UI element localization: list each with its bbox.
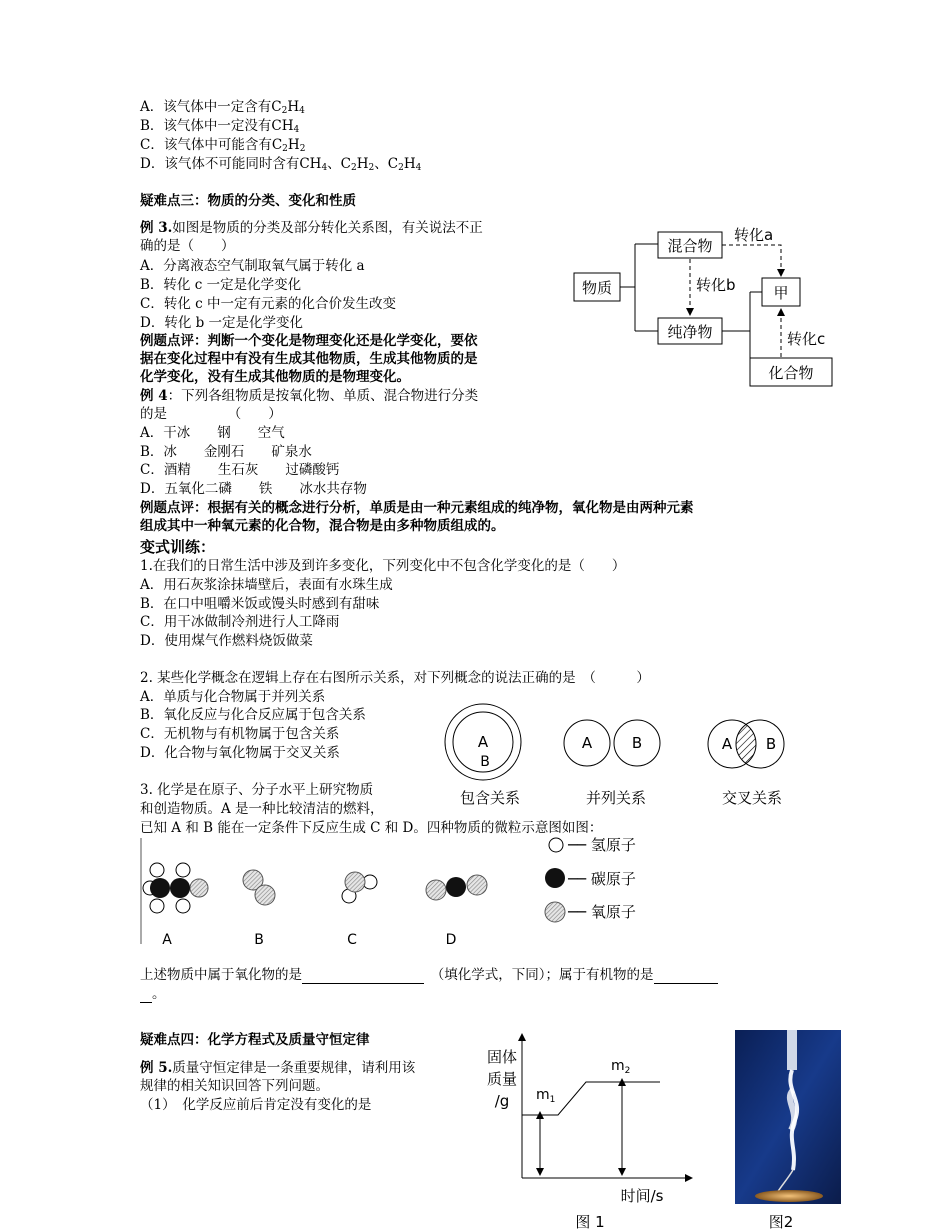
box-pure-label: 纯净物: [667, 323, 713, 341]
figure2-caption: 图2: [768, 1213, 794, 1230]
q3-line3: 已知 A 和 B 能在一定条件下反应生成 C 和 D。四种物质的微粒示意图如图：: [140, 820, 603, 836]
ex3-option-a: A．分离液态空气制取氧气属于转化 a: [140, 258, 365, 274]
q1-option-d: D．使用煤气作燃料烧饭做菜: [140, 633, 313, 649]
box-mixture-label: 混合物: [667, 237, 713, 255]
venn-parallel-label: 并列关系: [585, 789, 647, 807]
practice-title: 变式训练：: [140, 538, 216, 556]
comment3-line2: 据在变化过程中有没有生成其他物质，生成其他物质的是: [140, 351, 478, 367]
q1-option-c: C．用干冰做制冷剂进行人工降雨: [140, 614, 340, 630]
graph-xlabel: 时间/s: [620, 1187, 664, 1205]
legend-oxygen-icon: [545, 902, 565, 922]
legend-hydrogen: ── 氢原子: [568, 836, 636, 854]
ex4-option-c: C．酒精 生石灰 过磷酸钙: [140, 462, 340, 478]
venn-contain-b: B: [480, 754, 490, 770]
q2-option-a: A．单质与化合物属于并列关系: [140, 689, 326, 705]
legend-hydrogen-icon: [549, 838, 563, 852]
conv-c-label: 转化c: [787, 330, 826, 348]
q3-answer-end: 。: [140, 985, 166, 1003]
q3-answer: 上述物质中属于氧化物的是 （填化学式，下同）；属于有机物的是: [140, 966, 718, 984]
ex5-stem: 例 5.质量守恒定律是一条重要规律，请利用该: [140, 1060, 416, 1076]
graph-ylabel-3: /g: [494, 1092, 510, 1110]
venn-contain-label: 包含关系: [459, 789, 521, 807]
molecule-a: [143, 863, 208, 913]
ex4-stem-2: 的是 （ ）: [140, 406, 282, 422]
legend-carbon: ── 碳原子: [568, 870, 636, 888]
prev-option-c: C．该气体中可能含有$C_2H_2$: [140, 137, 306, 154]
ex3-option-b: B．转化 c 一定是化学变化: [140, 277, 302, 293]
ex4-option-b: B．冰 金刚石 矿泉水: [140, 444, 312, 460]
molecule-diagram: [140, 836, 670, 948]
section4-title: 疑难点四：化学方程式及质量守恒定律: [140, 1032, 370, 1048]
molecule-label-d: D: [445, 932, 457, 948]
ex4-stem: 例 4：下列各组物质是按氧化物、单质、混合物进行分类: [140, 388, 479, 404]
q3-line1: 3. 化学是在原子、分子水平上研究物质: [140, 782, 374, 798]
venn-diagrams: [440, 700, 800, 815]
venn-parallel-a-label: A: [581, 734, 593, 752]
molecule-label-c: C: [347, 932, 357, 948]
graph-m1: $m_1$: [536, 1087, 556, 1105]
molecule-label-b: B: [254, 932, 264, 948]
comment4-line2: 组成其中一种氧元素的化合物，混合物是由多种物质组成的。: [140, 518, 505, 534]
q2-option-d: D．化合物与氧化物属于交叉关系: [140, 745, 340, 761]
classification-diagram: [570, 220, 840, 390]
graph-m2: $m_2$: [611, 1058, 631, 1076]
venn-parallel-b-label: B: [631, 734, 643, 752]
molecule-b: [243, 870, 275, 905]
ex5-stem-2: 规律的相关知识回答下列问题。: [140, 1078, 329, 1094]
venn-cross-a-label: A: [721, 735, 733, 753]
box-jia-label: 甲: [773, 284, 789, 302]
prev-option-a: A．该气体中一定含有$C_2H_4$: [140, 99, 305, 116]
mass-time-graph: [480, 1030, 695, 1230]
ex3-stem-2: 确的是（ ）: [140, 238, 235, 254]
graph-ylabel-2: 质量: [486, 1070, 518, 1088]
molecule-d: [426, 875, 487, 900]
q1-option-b: B．在口中咀嚼米饭或馒头时感到有甜味: [140, 596, 380, 612]
comment3-line3: 化学变化，没有生成其他物质的是物理变化。: [140, 369, 410, 385]
ex5-q1: （1） 化学反应前后肯定没有变化的是: [140, 1097, 372, 1113]
figure2-photo: [735, 1030, 845, 1230]
ex3-stem: 例 3.如图是物质的分类及部分转化关系图，有关说法不正: [140, 220, 483, 236]
section3-title: 疑难点三：物质的分类、变化和性质: [140, 193, 356, 209]
box-substance-label: 物质: [581, 279, 613, 297]
prev-option-d: D．该气体不可能同时含有$CH_4$、$C_2H_2$、$C_2H_4$: [140, 156, 422, 173]
ex4-option-a: A．干冰 钢 空气: [140, 425, 285, 441]
comment3-line1: 例题点评：判断一个变化是物理变化还是化学变化，要依: [140, 333, 478, 349]
q2-option-c: C．无机物与有机物属于包含关系: [140, 726, 340, 742]
q3-line2: 和创造物质。A 是一种比较清洁的燃料，: [140, 801, 384, 817]
ex4-option-d: D．五氧化二磷 铁 冰水共存物: [140, 481, 367, 497]
prev-option-b: B．该气体中一定没有$CH_4$: [140, 118, 300, 135]
ex3-option-d: D．转化 b 一定是化学变化: [140, 315, 304, 331]
conv-a-label: 转化a: [734, 226, 774, 244]
box-compound-label: 化合物: [768, 364, 814, 382]
q2-stem: 2. 某些化学概念在逻辑上存在右图所示关系，对下列概念的说法正确的是 （ ）: [140, 670, 650, 686]
ex3-option-c: C．转化 c 中一定有元素的化合价发生改变: [140, 296, 396, 312]
venn-cross-b-label: B: [765, 735, 777, 753]
conv-b-label: 转化b: [696, 276, 736, 294]
figure1-caption: 图 1: [575, 1213, 605, 1230]
comment4-line1: 例题点评：根据有关的概念进行分析，单质是由一种元素组成的纯净物，氧化物是由两种元素: [140, 500, 694, 516]
q2-option-b: B．氧化反应与化合反应属于包含关系: [140, 707, 366, 723]
q1-option-a: A．用石灰浆涂抹墙壁后，表面有水珠生成: [140, 577, 393, 593]
q3-blank-oxide[interactable]: [302, 969, 424, 984]
venn-cross-label: 交叉关系: [721, 789, 783, 807]
legend-carbon-icon: [545, 868, 565, 888]
graph-ylabel-1: 固体: [486, 1048, 518, 1066]
molecule-c: [342, 872, 377, 903]
legend-oxygen: ── 氧原子: [568, 903, 636, 921]
molecule-label-a: A: [162, 932, 172, 948]
q3-blank-organic[interactable]: [654, 969, 718, 984]
q1-stem: 1.在我们的日常生活中涉及到许多变化，下列变化中不包含化学变化的是（ ）: [140, 558, 626, 574]
venn-contain-a: A: [477, 733, 489, 751]
